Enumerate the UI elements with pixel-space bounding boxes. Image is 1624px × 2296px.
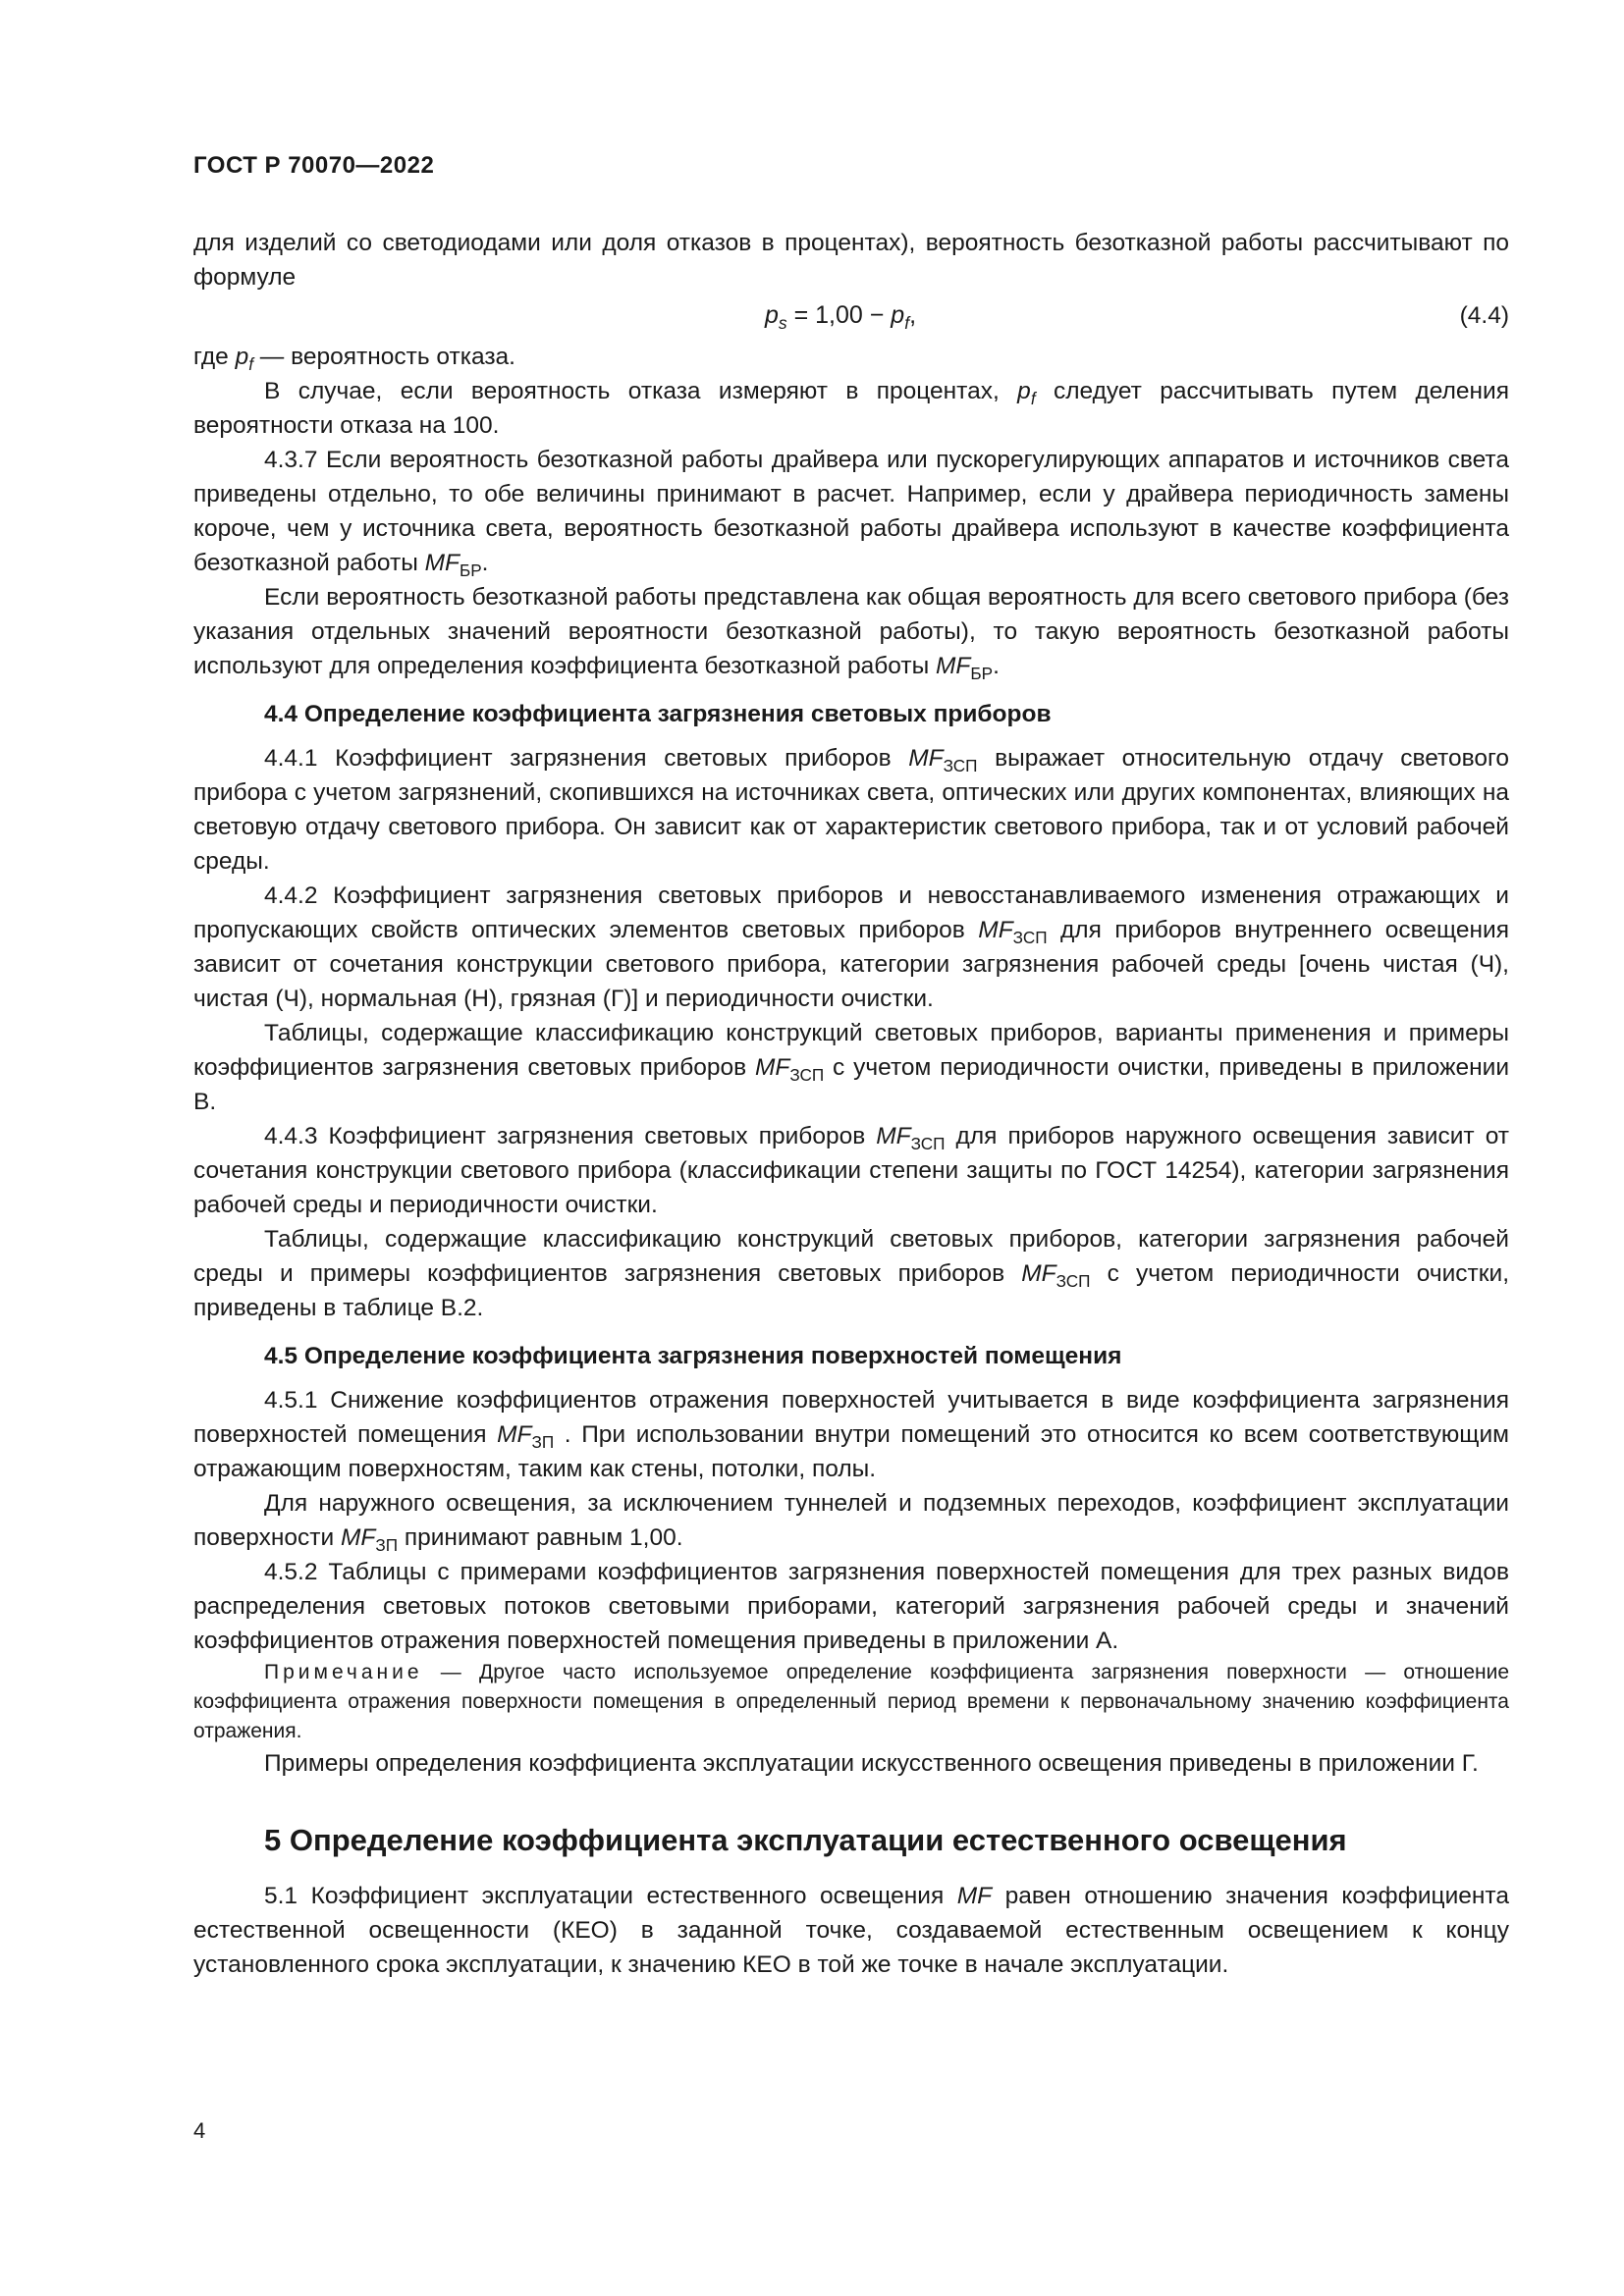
paragraph-5-1: 5.1 Коэффициент эксплуатации естественного освещения MF равен отношению значения коэффициента естественной освещенности (КЕО) в заданной точке, создаваемой естественным освещением к концу установленного срока эксплуатации, к значению КЕО в той же точке в начале эксплуатации. [193, 1883, 1509, 1978]
document-page [193, 0, 1509, 2296]
formula-4-4 [193, 298, 1509, 340]
paragraph-4-4-2: 4.4.2 Коэффициент загрязнения световых приборов и невосстанавливаемого изменения отражающих и пропускающих свойств оптических элементов световых приборов $MF_{ЗСП}$ для приборов внутреннего освещения зависит от сочетания конструкции светового прибора, категории загрязнения рабочей среды [очень чистая (Ч), чистая (Ч), нормальная (Н), грязная (Г)] и периодичности очистки. [193, 882, 1509, 1012]
section-heading-5: 5 Определение коэффициента эксплуатации естественного освещения [264, 1823, 1347, 1857]
paragraph-4-4-1: 4.4.1 Коэффициент загрязнения световых приборов $MF_{ЗСП}$ выражает относительную отдачу светового прибора с учетом загрязнений, скопившихся на источниках света, оптических или других компонентах, влияющих на световую отдачу светового прибора. Он зависит как от характеристик светового прибора, так и от условий рабочей среды. [193, 745, 1509, 875]
formula-expression: $p_s = 1,00 - p_f$, [765, 301, 917, 333]
paragraph-where: где $p_f$ — вероятность отказа. [193, 344, 515, 374]
document-header: ГОСТ Р 70070—2022 [193, 152, 435, 179]
section-heading-4-4: 4.4 Определение коэффициента загрязнения световых приборов [264, 701, 1052, 727]
paragraph-4-4-3: 4.4.3 Коэффициент загрязнения световых приборов $MF_{ЗСП}$ для приборов наружного освещения зависит от сочетания конструкции светового прибора (классификации степени защиты по ГОСТ 14254), категории загрязнения рабочей среды и периодичности очистки. [193, 1123, 1510, 1218]
paragraph-examples: Примеры определения коэффициента эксплуатации искусственного освещения приведены в приложении Г. [264, 1750, 1479, 1777]
note-label: Примечание [264, 1661, 423, 1683]
section-heading-4-5: 4.5 Определение коэффициента загрязнения поверхностей помещения [264, 1343, 1122, 1369]
paragraph-4-3-7: 4.3.7 Если вероятность безотказной работы драйвера или пускорегулирующих аппаратов и источников света приведены отдельно, то обе величины принимают в расчет. Например, если у драйвера периодичность замены короче, чем у источника света, вероятность безотказной работы драйвера используют в качестве коэффициента безотказной работы $MF_{БР}$. [193, 447, 1509, 580]
paragraph-4-3-7-b: Если вероятность безотказной работы представлена как общая вероятность для всего светового прибора (без указания отдельных значений вероятности безотказной работы), то такую вероятность безотказной работы используют для определения коэффициента безотказной работы $MF_{БР}$. [193, 584, 1509, 683]
note: Примечание — Другое часто используемое определение коэффициента загрязнения поверхности — отношение коэффициента отражения поверхности помещения в определенный период времени к первоначальному значению коэффициента отражения. [193, 1661, 1509, 1742]
document-body [193, 226, 1509, 1982]
paragraph-percent: В случае, если вероятность отказа измеряют в процентах, $p_f$ следует рассчитывать путем деления вероятности отказа на 100. [193, 378, 1509, 439]
paragraph-4-4-3-b: Таблицы, содержащие классификацию конструкций световых приборов, категории загрязнения рабочей среды и примеры коэффициентов загрязнения световых приборов $MF_{ЗСП}$ с учетом периодичности очистки, приведены в таблице В.2. [193, 1226, 1509, 1321]
page-number: 4 [193, 2118, 206, 2143]
paragraph-4-5-1-b: Для наружного освещения, за исключением туннелей и подземных переходов, коэффициент эксплуатации поверхности $MF_{ЗП}$ принимают равным 1,00. [193, 1490, 1509, 1555]
paragraph-4-5-2: 4.5.2 Таблицы с примерами коэффициентов загрязнения поверхностей помещения для трех разных видов распределения световых потоков световыми приборами, категорий загрязнения рабочей среды и значений коэффициентов отражения поверхностей помещения приведены в приложении А. [193, 1559, 1509, 1654]
paragraph-4-5-1: 4.5.1 Снижение коэффициентов отражения поверхностей учитывается в виде коэффициента загрязнения поверхностей помещения $MF_{ЗП}$ . При использовании внутри помещений это относится ко всем соответствующим отражающим поверхностям, таким как стены, потолки, полы. [193, 1387, 1509, 1482]
paragraph-4-4-2-b: Таблицы, содержащие классификацию конструкций световых приборов, варианты применения и примеры коэффициентов загрязнения световых приборов $MF_{ЗСП}$ с учетом периодичности очистки, приведены в приложении В. [193, 1020, 1509, 1115]
paragraph-intro: для изделий со светодиодами или доля отказов в процентах), вероятность безотказной работы рассчитывают по формуле [193, 230, 1509, 291]
formula-number: (4.4) [1459, 302, 1509, 329]
